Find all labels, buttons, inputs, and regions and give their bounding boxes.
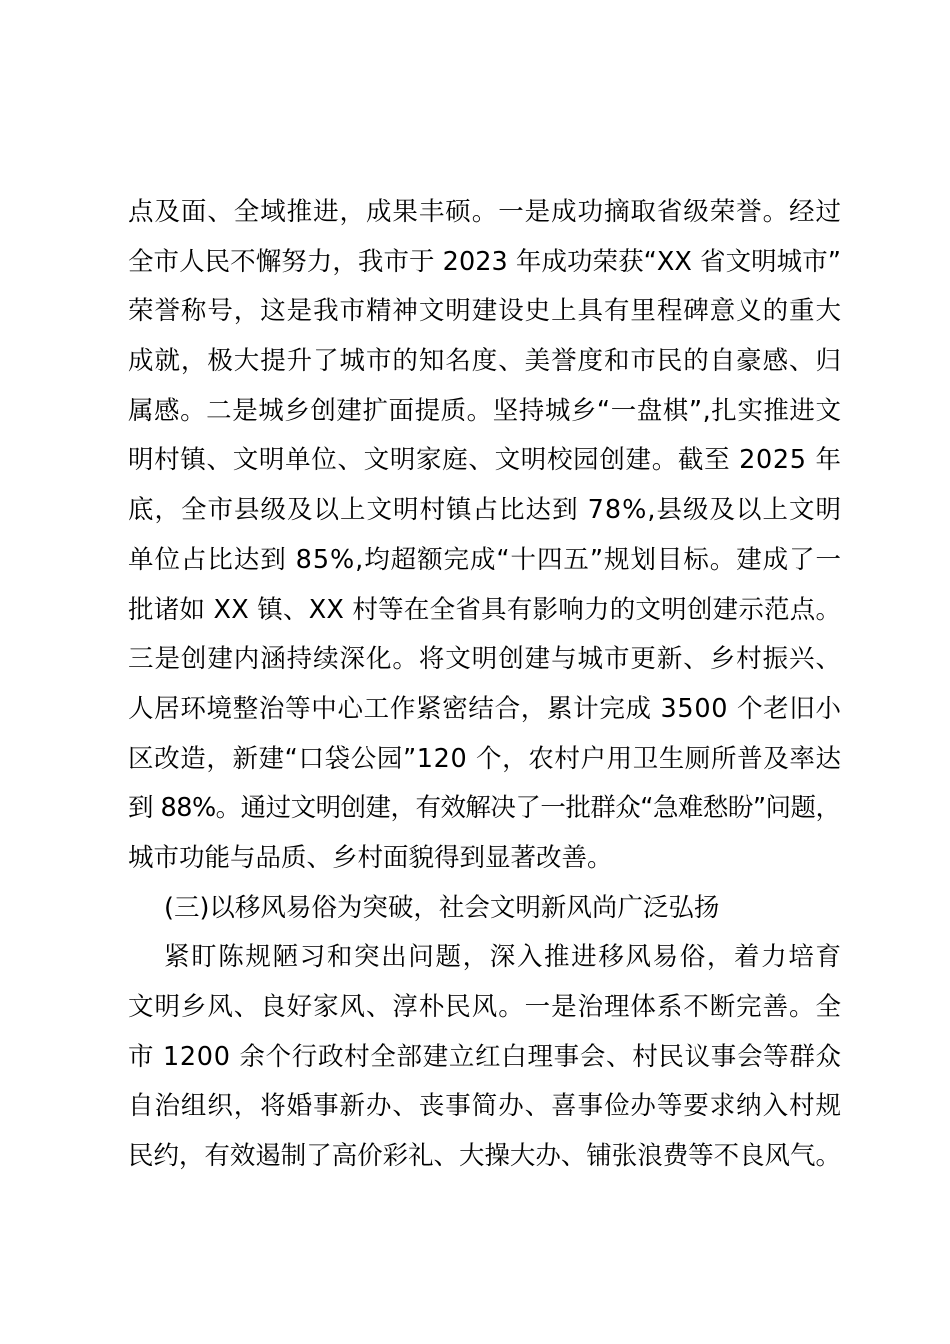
text-line <box>128 238 841 288</box>
text-line <box>128 337 841 387</box>
line-text: 属感。二是城乡创建扩面提质。坚持城乡“一盘棋”,扎实推进文 <box>128 395 842 426</box>
text-line <box>128 635 841 685</box>
text-line <box>128 735 841 785</box>
text-line <box>128 436 841 486</box>
line-text: 人居环境整治等中心工作紧密结合，累计完成 3500 个老旧小 <box>128 693 842 724</box>
text-line <box>128 834 841 884</box>
line-text: 紧盯陈规陋习和突出问题，深入推进移风易俗，着力培育 <box>164 942 843 973</box>
line-text: 单位占比达到 85%,均超额完成“十四五”规划目标。建成了一 <box>128 544 842 575</box>
line-text: 三是创建内涵持续深化。将文明创建与城市更新、乡村振兴、 <box>128 644 842 675</box>
line-text: 文明乡风、良好家风、淳朴民风。一是治理体系不断完善。全 <box>128 992 842 1022</box>
line-text: 民约，有效遏制了高价彩礼、大操大办、铺张浪费等不良风气。 <box>128 1141 841 1172</box>
line-text: 荣誉称号，这是我市精神文明建设史上具有里程碑意义的重大 <box>128 296 842 327</box>
line-text: 批诸如 XX 镇、XX 村等在全省具有影响力的文明创建示范点。 <box>128 594 842 625</box>
line-text: 城市功能与品质、乡村面貌得到显著改善。 <box>128 842 613 873</box>
line-text: 底，全市县级及以上文明村镇占比达到 78%,县级及以上文明 <box>128 495 843 526</box>
text-line <box>128 1033 841 1083</box>
line-text: 区改造，新建“口袋公园”120 个，农村户用卫生厕所普及率达 <box>128 743 842 774</box>
section-heading: (三)以移风易俗为突破，社会文明新风尚广泛弘扬 <box>164 892 720 923</box>
document-body <box>128 188 841 1182</box>
line-text: 到 88%。通过文明创建，有效解决了一批群众“急难愁盼”问题， <box>128 793 841 824</box>
text-line <box>128 586 841 636</box>
text-line <box>128 188 841 238</box>
text-line <box>128 1132 841 1182</box>
line-text: 全市人民不懈努力，我市于 2023 年成功荣获“XX 省文明城市” <box>128 246 842 277</box>
line-text: 市 1200 余个行政村全部建立红白理事会、村民议事会等群众 <box>128 1041 842 1072</box>
text-line <box>128 1082 841 1132</box>
text-line <box>128 387 841 437</box>
line-text: 自治组织，将婚事新办、丧事简办、喜事俭办等要求纳入村规 <box>128 1091 842 1122</box>
line-text: 明村镇、文明单位、文明家庭、文明校园创建。截至 2025 年 <box>128 445 842 476</box>
text-line <box>128 983 841 1033</box>
text-line <box>128 933 841 983</box>
text-line <box>128 784 841 834</box>
text-line <box>128 287 841 337</box>
line-text: 点及面、全域推进，成果丰硕。一是成功摘取省级荣誉。经过 <box>128 197 842 227</box>
text-line <box>128 536 841 586</box>
section-heading-line <box>128 884 841 934</box>
text-line <box>128 486 841 536</box>
text-line <box>128 685 841 735</box>
line-text: 成就，极大提升了城市的知名度、美誉度和市民的自豪感、归 <box>128 346 842 377</box>
